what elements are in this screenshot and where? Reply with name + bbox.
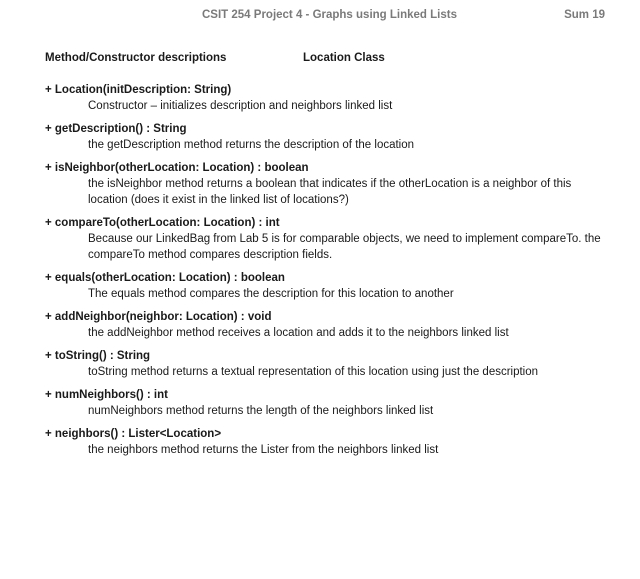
method-item xyxy=(45,216,610,263)
method-item xyxy=(45,271,610,302)
method-list xyxy=(45,83,610,466)
method-item xyxy=(45,427,610,458)
method-description: the addNeighbor method receives a location and adds it to the neighbors linked list xyxy=(88,327,509,339)
method-description: toString method returns a textual representation of this location using just the description xyxy=(88,366,539,378)
method-description: the neighbors method returns the Lister from the neighbors linked list xyxy=(88,444,439,456)
method-item xyxy=(45,349,610,380)
method-signature: + neighbors() : Lister<Location> xyxy=(45,428,222,440)
header-term: Sum 19 xyxy=(564,9,605,21)
method-description: The equals method compares the description for this location to another xyxy=(88,288,454,300)
method-signature: + isNeighbor(otherLocation: Location) : boolean xyxy=(45,162,309,174)
method-signature: + compareTo(otherLocation: Location) : int xyxy=(45,217,280,229)
method-signature: + getDescription() : String xyxy=(45,123,187,135)
method-description: the isNeighbor method returns a boolean that indicates if the otherLocation is a neighbor of this location (does it exist in the linked list of locations?) xyxy=(88,178,572,206)
method-signature: + toString() : String xyxy=(45,350,151,362)
method-item xyxy=(45,388,610,419)
section-right-heading: Location Class xyxy=(303,52,385,64)
method-signature: + numNeighbors() : int xyxy=(45,389,168,401)
method-signature: + equals(otherLocation: Location) : boolean xyxy=(45,272,285,284)
method-signature: + addNeighbor(neighbor: Location) : void xyxy=(45,311,272,323)
page-header xyxy=(0,9,640,25)
method-description: the getDescription method returns the description of the location xyxy=(88,139,415,151)
header-title: CSIT 254 Project 4 - Graphs using Linked Lists xyxy=(202,9,457,21)
method-description: numNeighbors method returns the length of the neighbors linked list xyxy=(88,405,434,417)
method-item xyxy=(45,122,610,153)
method-item xyxy=(45,161,610,208)
method-description: Constructor – initializes description and neighbors linked list xyxy=(88,100,393,112)
method-signature: + Location(initDescription: String) xyxy=(45,84,232,96)
method-item xyxy=(45,83,610,114)
method-description: Because our LinkedBag from Lab 5 is for comparable objects, we need to implement compareTo. the compareTo method compares description fields. xyxy=(88,233,601,261)
method-item xyxy=(45,310,610,341)
section-left-heading: Method/Constructor descriptions xyxy=(45,52,227,64)
